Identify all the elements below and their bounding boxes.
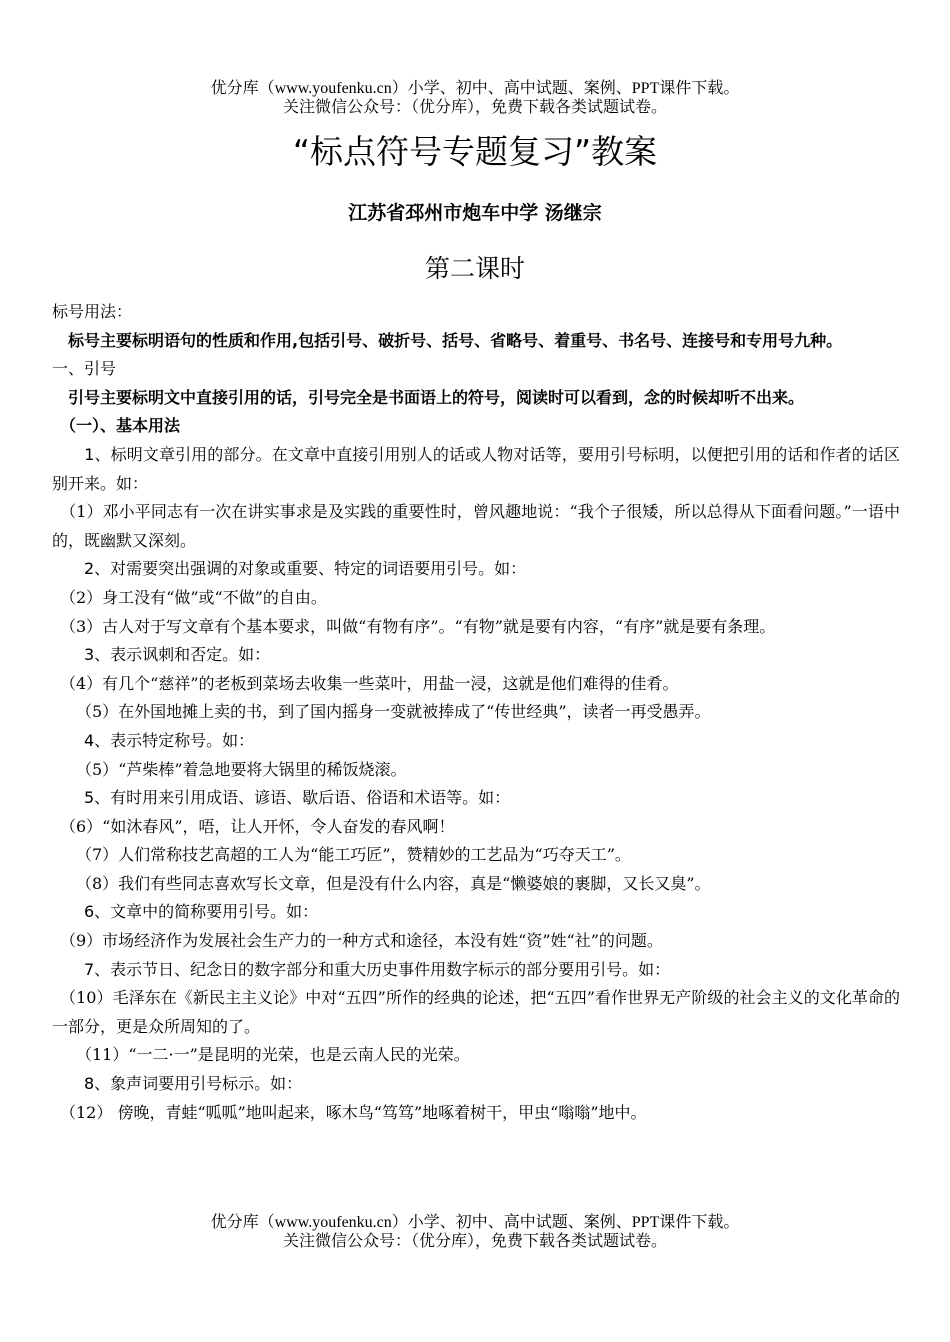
example-2: （2）身工没有“做”或“不做”的自由。 bbox=[52, 587, 327, 607]
example-7: （7）人们常称技艺高超的工人为“能工巧匠”，赞精妙的工艺品为“巧夺天工”。 bbox=[52, 845, 631, 865]
lesson-heading: 第二课时 bbox=[424, 254, 525, 283]
header-line-1: 优分库（www.youfenku.cn）小学、初中、高中试题、案例、PPT课件下载。 bbox=[210, 80, 740, 97]
rule-6: 6、文章中的简称要用引号。如： bbox=[52, 902, 319, 922]
footer-line-1: 优分库（www.youfenku.cn）小学、初中、高中试题、案例、PPT课件下载。 bbox=[210, 1214, 740, 1231]
rule-7: 7、表示节日、纪念日的数字部分和重大历史事件用数字标示的部分要用引号。如： bbox=[52, 959, 671, 979]
rule-8: 8、象声词要用引号标示。如： bbox=[52, 1074, 303, 1094]
example-12: （12） 傍晚，青蛙“呱呱”地叫起来，啄木鸟“笃笃”地啄着树干，甲虫“嗡嗡”地中。 bbox=[52, 1102, 647, 1122]
rule-3: 3、表示讽刺和否定。如： bbox=[52, 645, 271, 665]
intro-paragraph: 标号主要标明语句的性质和作用,包括引号、破折号、括号、省略号、着重号、书名号、连接号和专用号九种。 bbox=[52, 330, 843, 350]
example-10: （10）毛泽东在《新民主主义论》中对“五四”所作的经典的论述，把“五四”看作世界无产阶级的社会主义的文化革命的一部分，更是众所周知的了。 bbox=[52, 988, 900, 1036]
example-5a: （5）在外国地摊上卖的书，到了国内摇身一变就被捧成了“传世经典”，读者一再受愚弄。 bbox=[52, 702, 711, 722]
example-11: （11）“一二·一”是昆明的光荣，也是云南人民的光荣。 bbox=[52, 1045, 470, 1065]
author-line: 江苏省邳州市炮车中学 汤继宗 bbox=[348, 202, 602, 224]
example-1: （1）邓小平同志有一次在讲实事求是及实践的重要性时，曾风趣地说：“我个子很矮，所以总得从下面看问题。”一语中的，既幽默又深刻。 bbox=[52, 502, 900, 550]
footer-line-2: 关注微信公众号：（优分库），免费下载各类试题试卷。 bbox=[282, 1233, 667, 1250]
rule-2: 2、对需要突出强调的对象或重要、特定的词语要用引号。如： bbox=[52, 559, 527, 579]
example-5b: （5）“芦柴棒”着急地要将大锅里的稀饭烧滚。 bbox=[52, 759, 407, 779]
header-line-2: 关注微信公众号：（优分库），免费下载各类试题试卷。 bbox=[282, 99, 667, 116]
document-body bbox=[52, 298, 900, 1127]
section-heading-quotes: 一、引号 bbox=[52, 359, 117, 379]
rule-4: 4、表示特定称号。如： bbox=[52, 730, 255, 750]
rule-1: 1、标明文章引用的部分。在文章中直接引用别人的话或人物对话等，要用引号标明，以便把引用的话和作者的话区别开来。如： bbox=[52, 444, 900, 493]
document-title: “标点符号专题复习”教案 bbox=[292, 132, 658, 171]
subheading-basic-usage: （一）、基本用法 bbox=[52, 416, 181, 436]
example-9: （9）市场经济作为发展社会生产力的一种方式和途径，本没有姓“资”姓“社”的问题。 bbox=[52, 931, 663, 951]
example-4: （4）有几个“慈祥”的老板到菜场去收集一些菜叶，用盐一浸，这就是他们难得的佳肴。 bbox=[52, 673, 679, 693]
rule-5: 5、有时用来引用成语、谚语、歇后语、俗语和术语等。如： bbox=[52, 788, 511, 808]
section-label: 标号用法： bbox=[52, 302, 133, 321]
example-6: （6）“如沐春风”，唔，让人开怀，令人奋发的春风啊！ bbox=[52, 816, 455, 836]
quotes-intro-paragraph: 引号主要标明文中直接引用的话，引号完全是书面语上的符号，阅读时可以看到，念的时候却听不出来。 bbox=[52, 387, 805, 407]
example-8: （8）我们有些同志喜欢写长文章，但是没有什么内容，真是“懒婆娘的裹脚，又长又臭”。 bbox=[52, 873, 711, 893]
example-3: （3）古人对于写文章有个基本要求，叫做“有物有序”。“有物”就是要有内容，“有序”就是要有条理。 bbox=[52, 616, 776, 636]
